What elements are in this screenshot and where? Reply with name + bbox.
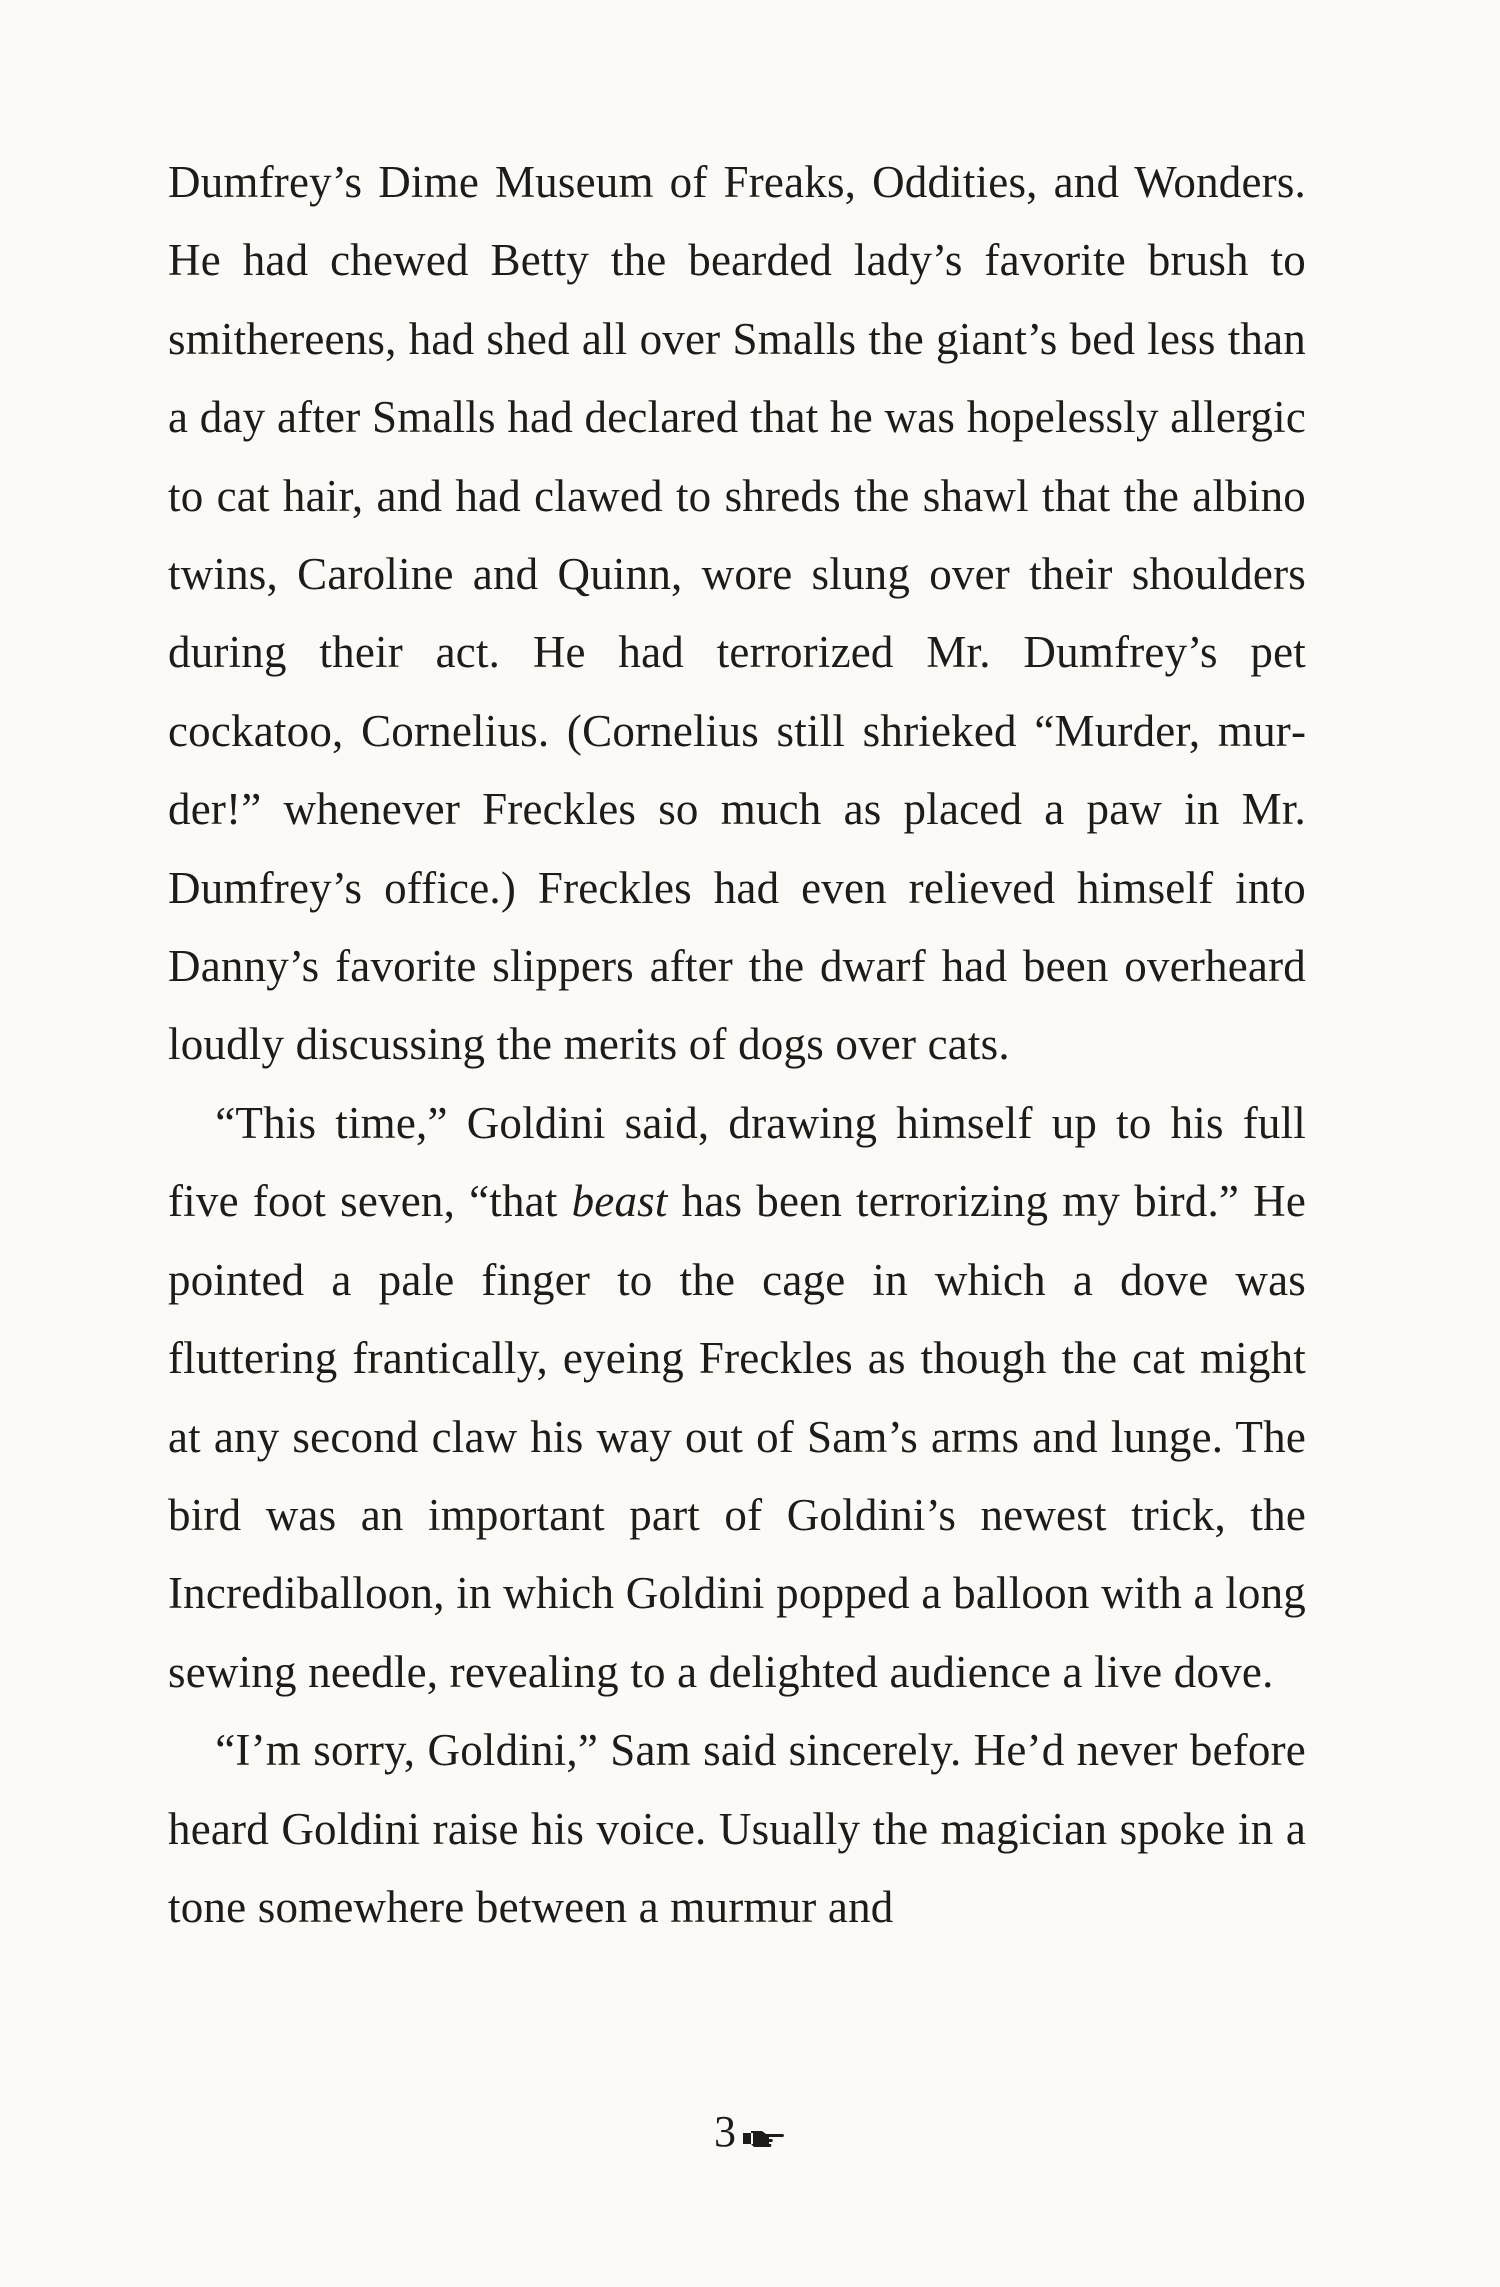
page-footer	[0, 2106, 1500, 2161]
paragraph-2-text-b: has been terrorizing my bird.” He pointed a pale finger to the cage in which a dove was fluttering frantically, eyeing Freckles as though the cat might at any second claw his way out of Sam’s arms and lunge. The bird was an important part of Goldini’s newest trick, the Incrediballoon, in which Goldini popped a balloon with a long sewing needle, revealing to a delighted audience a live dove.	[168, 1176, 1306, 1697]
body-text	[168, 143, 1306, 1946]
paragraph-1: Dumfrey’s Dime Museum of Freaks, Oddities, and Wonders. He had chewed Betty the bearded lady’s favorite brush to smithereens, had shed all over Smalls the giant’s bed less than a day after Smalls had declared that he was hopelessly allergic to cat hair, and had clawed to shreds the shawl that the albino twins, Caroline and Quinn, wore slung over their shoulders during their act. He had terrorized Mr. Dumfrey’s pet cockatoo, Cornelius. (Cornelius still shrieked “Murder, murder!” whenever Freckles so much as placed a paw in Mr. Dumfrey’s office.) Freckles had even relieved himself into Danny’s favorite slippers after the dwarf had been overheard loudly discussing the merits of dogs over cats.	[168, 157, 1306, 1070]
page-number: 3	[714, 2107, 736, 2156]
paragraph-2-text-a: “This time,” Goldini said, drawing himself up to his full five foot seven, “that	[168, 1097, 1306, 1227]
paragraph-2	[168, 1084, 1306, 1711]
pointing-hand-icon	[742, 2110, 786, 2161]
emphasis-beast: beast	[571, 1176, 668, 1227]
paragraph-3: “I’m sorry, Goldini,” Sam said sincerely. He’d never before heard Goldini raise his voice. Usually the magician spoke in a tone somewhere between a murmur and	[168, 1725, 1306, 1932]
